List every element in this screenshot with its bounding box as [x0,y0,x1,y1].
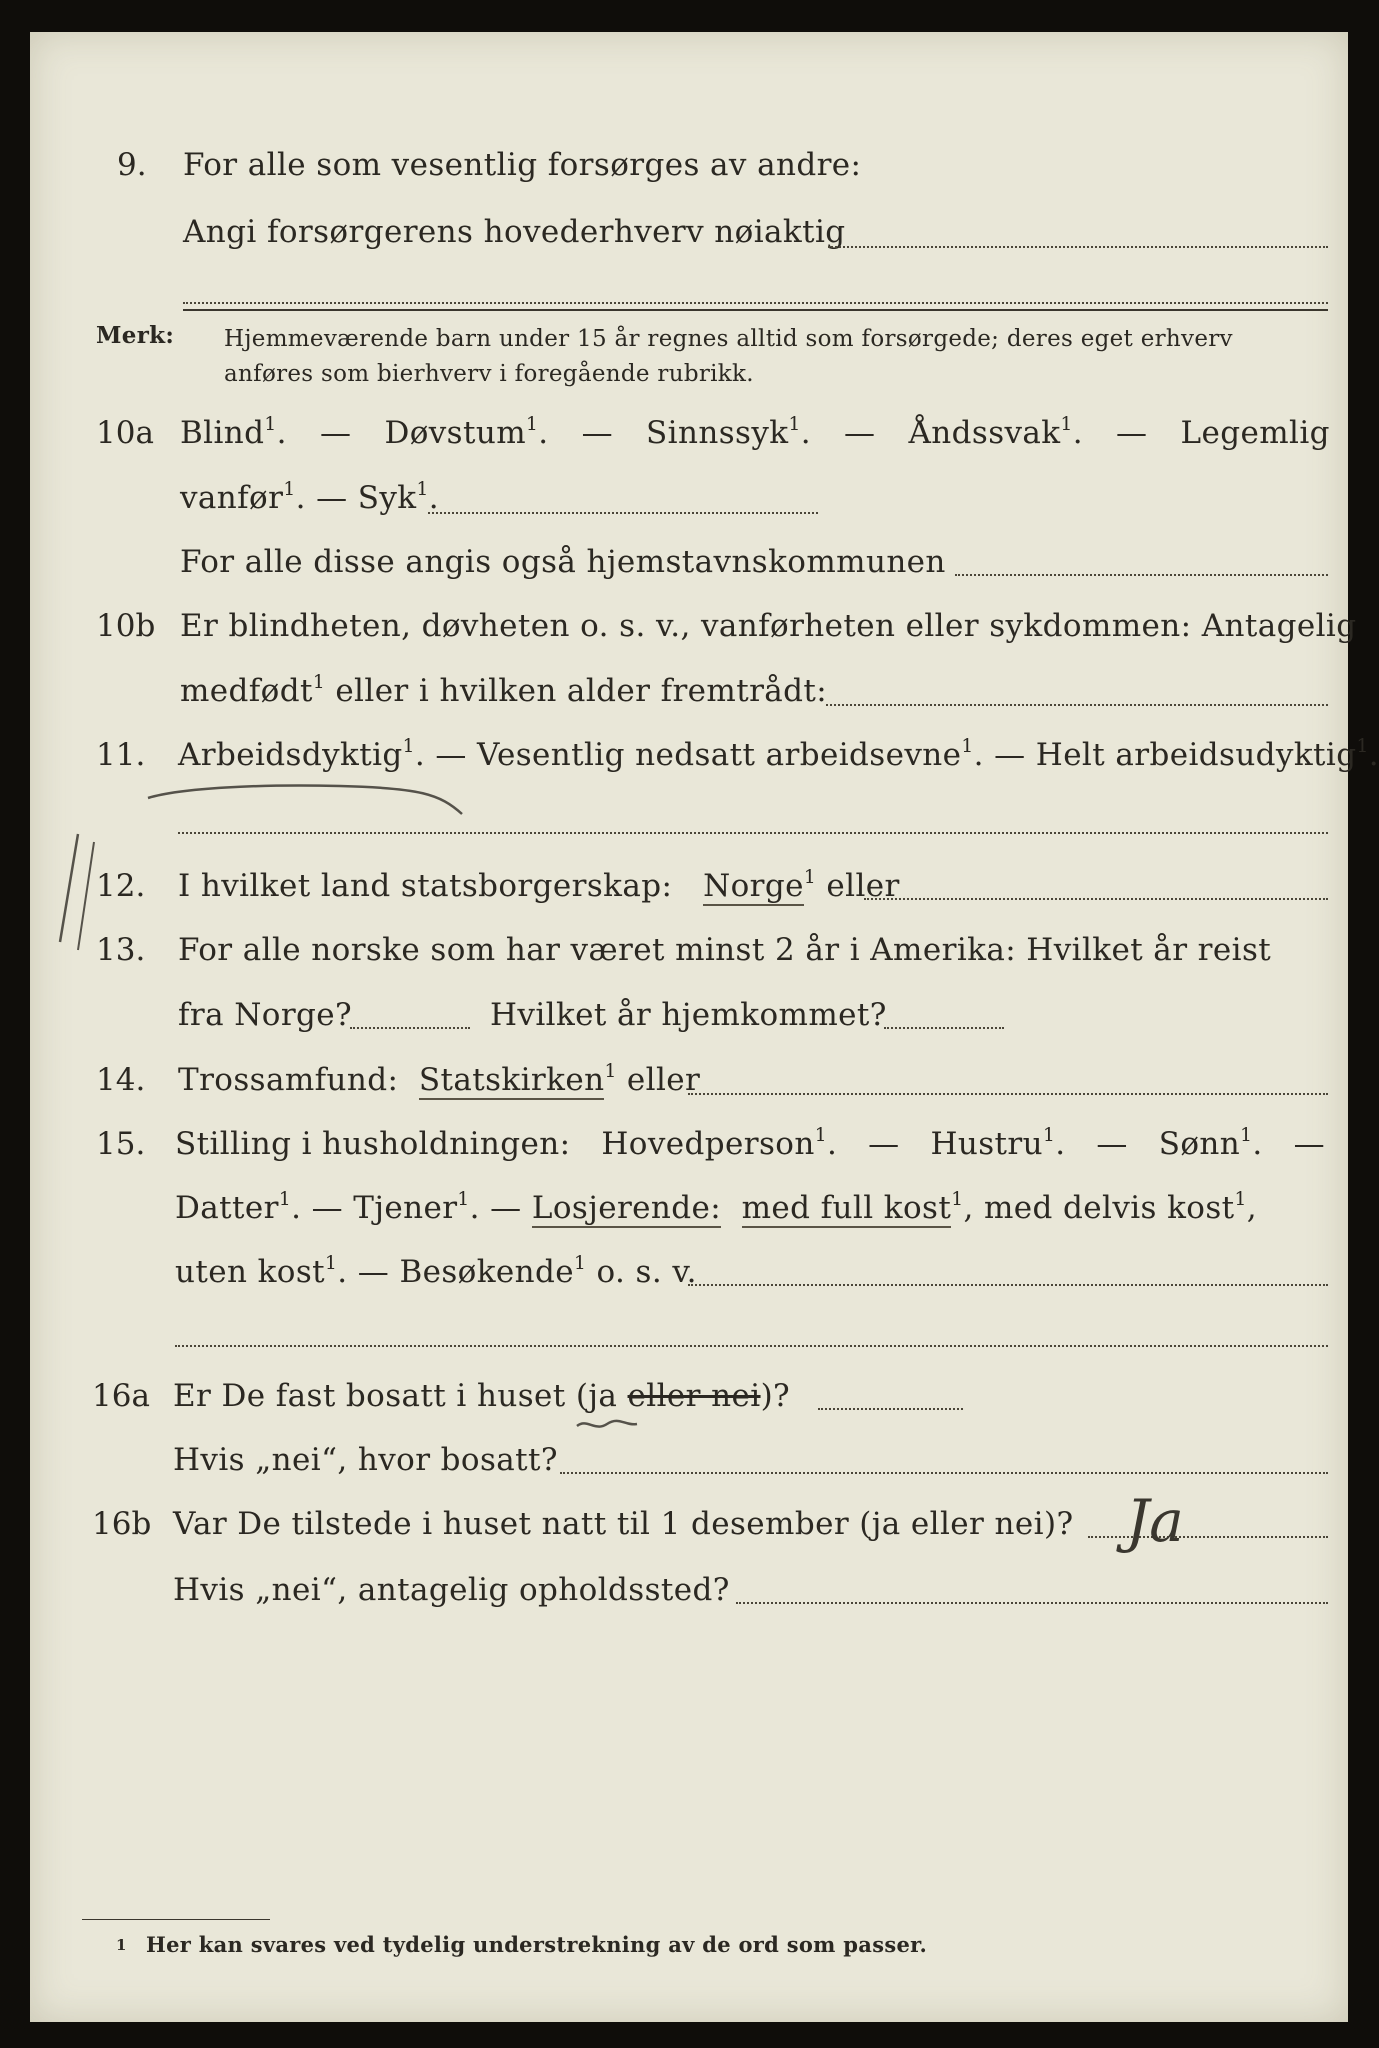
question-text: uten kost$^1$. — Besøkende$^1$ o. s. v. [175,1252,697,1290]
question-number: 11. [96,737,146,773]
answer-line[interactable] [183,302,1328,304]
answer-line[interactable] [175,1345,1328,1347]
question-text: For alle norske som har været minst 2 år i Amerika: Hvilket år reist [178,932,1272,968]
note-text: Hjemmeværende barn under 15 år regnes alltid som forsørgede; deres eget erhverv [224,326,1233,352]
question-text: fra Norge? [178,997,353,1033]
answer-line[interactable] [560,1472,1328,1474]
note-label: Merk: [96,322,175,349]
footnote-rule [82,1919,270,1920]
question-text: Er blindheten, døvheten o. s. v., vanførheten eller sykdommen: Antagelig [180,608,1357,644]
question-number: 14. [96,1062,146,1098]
question-number: 9. [117,147,147,183]
answer-line[interactable] [350,1027,470,1029]
answer-line[interactable] [178,832,1328,834]
handwritten-answer: Ja [1126,1487,1184,1555]
question-number: 10a [96,415,154,451]
question-text: For alle som vesentlig forsørges av andre: [183,147,862,183]
question-text: medfødt$^1$ eller i hvilken alder fremtrådt: [180,671,828,709]
footnote-mark: 1 [116,1936,127,1954]
answer-line[interactable] [884,1027,1004,1029]
answer-line[interactable] [828,246,1328,248]
question-text: Blind$^1$. — Døvstum$^1$. — Sinnssyk$^1$. — Åndssvak$^1$. — Legemlig [180,413,1330,451]
question-text: Hvis „nei“, antagelig opholdssted? [173,1572,730,1608]
answer-line[interactable] [688,1284,1328,1286]
answer-line[interactable] [955,574,1328,576]
question-text: Stilling i husholdningen: Hovedperson$^1$. — Hustru$^1$. — Sønn$^1$. — [175,1124,1325,1162]
question-number: 16b [92,1506,152,1542]
answer-line[interactable] [864,898,1328,900]
handwritten-underline [140,772,440,812]
question-number: 16a [92,1378,150,1414]
note-text: anføres som bierhverv i foregående rubrikk. [224,361,754,387]
question-text: Er De fast bosatt i huset (ja eller nei)? [173,1378,791,1414]
question-text: Angi forsørgerens hovederhverv nøiaktig [183,214,846,250]
question-text: vanfør$^1$. — Syk$^1$. [180,478,439,516]
footnote-text: Her kan svares ved tydelig understrekning av de ord som passer. [146,1932,928,1957]
answer-line[interactable] [826,704,1328,706]
answer-line[interactable] [688,1093,1328,1095]
question-text: For alle disse angis også hjemstavnskommunen [180,544,946,580]
question-text: I hvilket land statsborgerskap: Norge$^1$ eller [178,866,900,904]
question-text: Var De tilstede i huset natt til 1 desember (ja eller nei)? [173,1506,1074,1542]
form-page [30,32,1379,2022]
question-number: 15. [96,1126,146,1162]
answer-line[interactable] [818,1408,963,1410]
question-text: Datter$^1$. — Tjener$^1$. — Losjerende: med full kost$^1$, med delvis kost$^1$, [175,1188,1258,1226]
handwritten-underline [575,1416,655,1436]
question-text: Hvis „nei“, hvor bosatt? [173,1442,558,1478]
answer-line[interactable] [428,512,818,514]
answer-line[interactable] [736,1602,1328,1604]
answer-line[interactable] [1088,1536,1328,1538]
question-text: Hvilket år hjemkommet? [490,997,887,1033]
question-number: 12. [96,868,146,904]
question-text: Arbeidsdyktig$^1$. — Vesentlig nedsatt arbeidsevne$^1$. — Helt arbeidsudyktig$^1$. [178,735,1379,773]
question-number: 13. [96,932,146,968]
question-number: 10b [96,608,156,644]
question-text: Trossamfund: Statskirken$^1$ eller [178,1060,701,1098]
divider [183,309,1328,311]
